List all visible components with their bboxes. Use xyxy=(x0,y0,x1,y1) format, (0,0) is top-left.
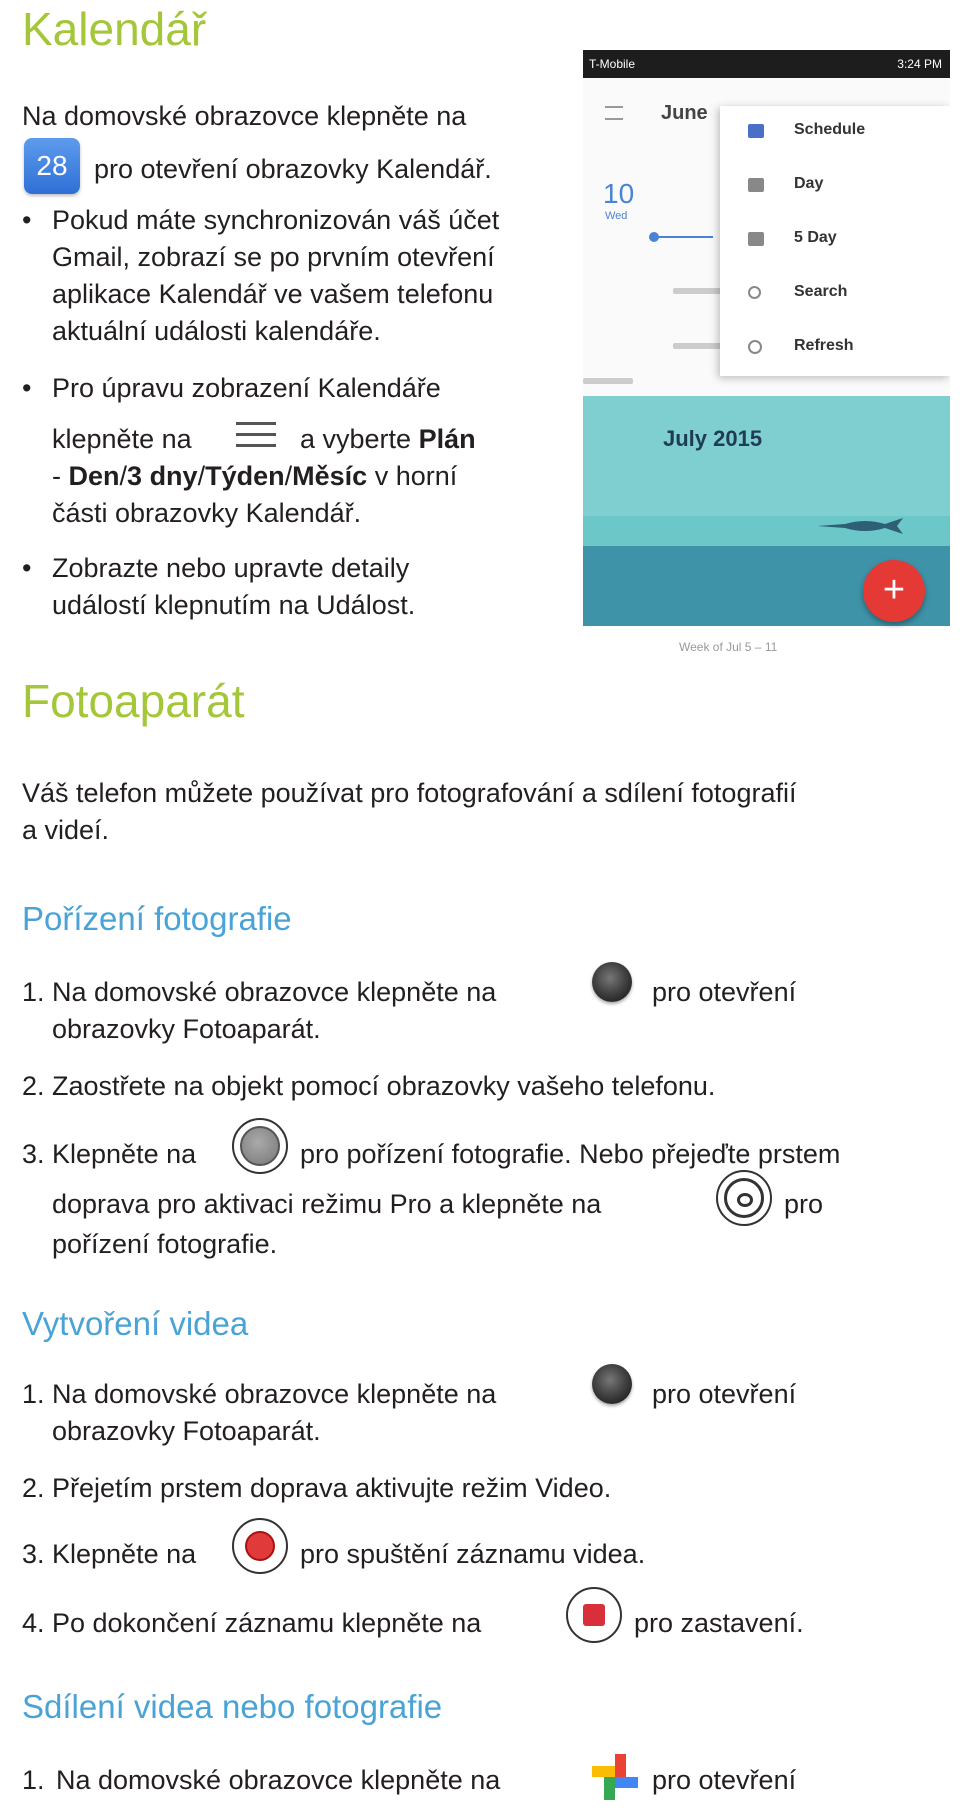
event-placeholder xyxy=(673,343,723,349)
calendar-phone-screenshot xyxy=(583,50,950,670)
video-step4-pre: Po dokončení záznamu klepněte na xyxy=(52,1608,482,1638)
photo-step3-pre: Klepněte na xyxy=(52,1139,197,1169)
bullet3-line2: událostí klepnutím na Událost. xyxy=(52,590,416,620)
video-step3-pre: Klepněte na xyxy=(52,1539,197,1569)
bullet2-tyden: Týden xyxy=(205,461,285,491)
calendar-view xyxy=(583,78,950,400)
camera-intro-line2: a videí. xyxy=(22,815,110,845)
bullet2-post: v horní xyxy=(374,461,458,491)
menu-item-5day[interactable] xyxy=(720,214,950,268)
photo-step1-post: pro otevření xyxy=(652,977,797,1007)
video-step3-number: 3. xyxy=(22,1539,45,1569)
video-step1-line2: obrazovky Fotoaparát. xyxy=(52,1416,321,1446)
bullet1-line3: aplikace Kalendář ve vašem telefonu xyxy=(52,279,494,309)
photos-app-icon xyxy=(588,1750,642,1804)
photo-step1-number: 1. xyxy=(22,977,45,1007)
calendar-intro-line1: Na domovské obrazovce klepněte na xyxy=(22,101,467,131)
video-step4-post: pro zastavení. xyxy=(634,1608,804,1638)
bullet1-line2: Gmail, zobrazí se po prvním otevření xyxy=(52,242,495,272)
menu-item-day[interactable] xyxy=(720,160,950,214)
event-placeholder xyxy=(583,378,633,384)
schedule-icon xyxy=(748,124,764,138)
menu-item-label: Search xyxy=(794,283,848,300)
bullet1-line4: aktuální události kalendáře. xyxy=(52,316,381,346)
photo-heading: Pořízení fotografie xyxy=(22,900,292,937)
menu-item-search[interactable] xyxy=(720,268,950,322)
video-step3-post: pro spuštění záznamu videa. xyxy=(300,1539,646,1569)
menu-item-label: Day xyxy=(794,175,824,192)
week-caption: Week of Jul 5 – 11 xyxy=(679,640,778,654)
bullet2-line1: Pro úpravu zobrazení Kalendáře xyxy=(52,373,441,403)
hamburger-menu-icon xyxy=(236,422,276,448)
calendar-intro-line2: pro otevření obrazovky Kalendář. xyxy=(94,154,492,184)
photo-step3-line2-pre: doprava pro aktivaci režimu Pro a klepněte na xyxy=(52,1189,602,1219)
photo-step2: Zaostřete na objekt pomocí obrazovky vašeho telefonu. xyxy=(52,1071,716,1101)
bullet2-plan: Plán xyxy=(418,424,476,454)
record-button-icon xyxy=(232,1518,288,1574)
month-label: June xyxy=(661,102,708,124)
pro-shutter-icon xyxy=(716,1170,772,1226)
bullet2-line2-post xyxy=(300,421,476,458)
bullet2-dash: - xyxy=(52,461,61,491)
bullet2-line3: - Den/3 dny/Týden/Měsíc v horní xyxy=(52,461,458,491)
video-step1-pre: Na domovské obrazovce klepněte na xyxy=(52,1379,497,1409)
banner-sky xyxy=(583,396,950,516)
calendar-heading: Kalendář xyxy=(22,3,207,55)
menu-icon xyxy=(605,106,623,120)
stop-button-icon xyxy=(566,1587,622,1643)
video-step4-number: 4. xyxy=(22,1608,45,1638)
banner-title: July 2015 xyxy=(663,426,763,451)
menu-item-label: 5 Day xyxy=(794,229,837,246)
video-heading: Vytvoření videa xyxy=(22,1305,249,1342)
bullet1-line1: Pokud máte synchronizován váš účet xyxy=(52,205,500,235)
day-name: Wed xyxy=(605,210,628,222)
photo-step1-line2: obrazovky Fotoaparát. xyxy=(52,1014,321,1044)
video-step2: Přejetím prstem doprava aktivujte režim Video. xyxy=(52,1473,612,1503)
bullet3-line1: Zobrazte nebo upravte detaily xyxy=(52,553,410,583)
search-icon xyxy=(748,286,761,299)
bullet-dot: • xyxy=(22,553,32,583)
photo-step3-post: pro pořízení fotografie. Nebo přejeďte prstem xyxy=(300,1139,841,1169)
video-step2-number: 2. xyxy=(22,1473,45,1503)
swordfish-illustration xyxy=(815,516,905,536)
camera-app-icon xyxy=(592,1364,632,1404)
carrier-label: T-Mobile xyxy=(589,57,636,71)
status-time: 3:24 PM xyxy=(897,57,942,71)
share-step1-post: pro otevření xyxy=(652,1765,797,1795)
share-step1-number: 1. xyxy=(22,1765,45,1795)
shutter-button-icon xyxy=(232,1118,288,1174)
photo-step3-line3: pořízení fotografie. xyxy=(52,1229,278,1259)
camera-heading: Fotoaparát xyxy=(22,675,245,727)
video-step1-post: pro otevření xyxy=(652,1379,797,1409)
five-day-icon xyxy=(748,232,764,246)
menu-item-schedule[interactable] xyxy=(720,106,950,160)
add-event-button[interactable]: + xyxy=(863,560,925,622)
menu-item-label: Schedule xyxy=(794,121,866,138)
month-banner xyxy=(583,396,950,626)
menu-item-refresh[interactable] xyxy=(720,322,950,376)
menu-item-label: Refresh xyxy=(794,337,854,354)
event-placeholder xyxy=(673,288,723,294)
bullet2-den: Den xyxy=(68,461,120,491)
share-heading: Sdílení videa nebo fotografie xyxy=(22,1688,443,1725)
bullet2-line4: části obrazovky Kalendář. xyxy=(52,498,362,528)
camera-app-icon xyxy=(592,962,632,1002)
day-icon xyxy=(748,178,764,192)
calendar-app-icon xyxy=(24,138,80,194)
view-dropdown-menu xyxy=(720,106,950,376)
camera-intro-line1: Váš telefon můžete používat pro fotografování a sdílení fotografií xyxy=(22,778,797,808)
bullet2-3dny: 3 dny xyxy=(127,461,198,491)
bullet-dot: • xyxy=(22,205,32,235)
bullet2-mid: a vyberte xyxy=(300,424,412,454)
bullet2-mesic: Měsíc xyxy=(292,461,368,491)
photo-step2-number: 2. xyxy=(22,1071,45,1101)
bullet2-line2-pre: klepněte na xyxy=(52,424,192,454)
video-step1-number: 1. xyxy=(22,1379,45,1409)
photo-step3-number: 3. xyxy=(22,1139,45,1169)
refresh-icon xyxy=(748,340,762,354)
day-number: 10 xyxy=(603,178,635,209)
status-bar xyxy=(583,50,950,78)
now-indicator-line xyxy=(653,236,713,238)
photo-step3-line2-post: pro xyxy=(784,1189,824,1219)
bullet-dot: • xyxy=(22,373,32,403)
share-step1-pre: Na domovské obrazovce klepněte na xyxy=(56,1765,501,1795)
calendar-icon-day: 28 xyxy=(36,150,68,181)
photo-step1-pre: Na domovské obrazovce klepněte na xyxy=(52,977,497,1007)
